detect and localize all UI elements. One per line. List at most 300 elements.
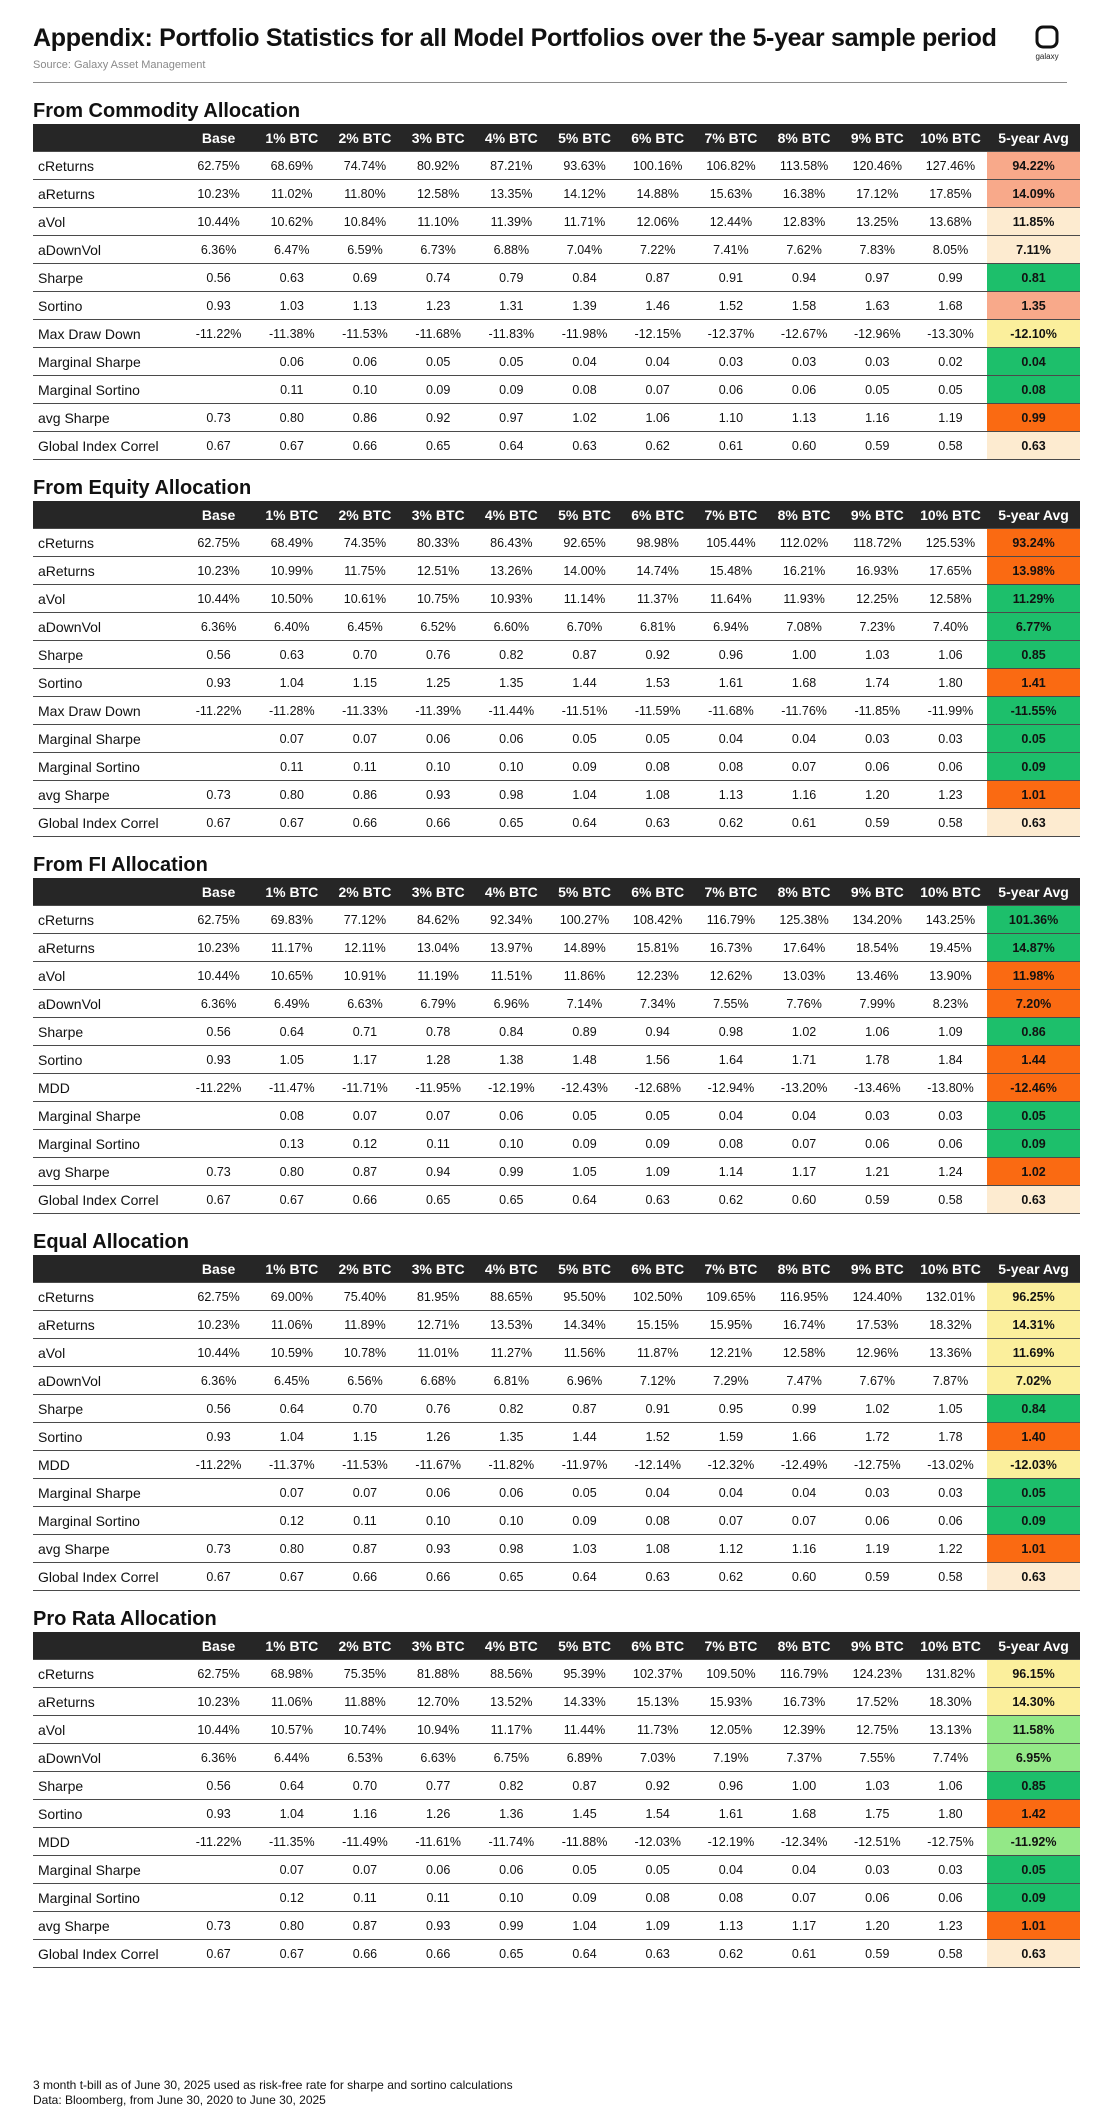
value-cell: 0.65 (475, 1940, 548, 1968)
allocation-section (33, 1230, 1067, 1591)
value-cell: 1.00 (768, 1772, 841, 1800)
five-year-avg-cell: 0.85 (987, 1772, 1080, 1800)
row-label: avg Sharpe (33, 1158, 182, 1186)
value-cell: 0.97 (475, 404, 548, 432)
value-cell: 0.06 (402, 1856, 475, 1884)
stats-table (33, 124, 1080, 460)
value-cell: 1.52 (694, 292, 767, 320)
value-cell: 12.58% (402, 180, 475, 208)
row-label: cReturns (33, 529, 182, 557)
value-cell: 0.80 (255, 1158, 328, 1186)
five-year-avg-cell: 0.63 (987, 432, 1080, 460)
row-label: aDownVol (33, 990, 182, 1018)
value-cell: -11.37% (255, 1451, 328, 1479)
row-label: Marginal Sharpe (33, 348, 182, 376)
value-cell: 11.14% (548, 585, 621, 613)
value-cell: 0.07 (328, 725, 401, 753)
value-cell: 1.13 (768, 404, 841, 432)
value-cell: 0.03 (841, 1479, 914, 1507)
value-cell (182, 1479, 255, 1507)
section-title: From Equity Allocation (33, 477, 252, 499)
value-cell: 0.66 (402, 1940, 475, 1968)
value-cell: 0.87 (621, 264, 694, 292)
sections-container (33, 99, 1067, 1968)
value-cell: 11.51% (475, 962, 548, 990)
value-cell: 1.09 (621, 1158, 694, 1186)
table-row (33, 1102, 1080, 1130)
value-cell: 12.75% (841, 1716, 914, 1744)
five-year-avg-cell: 0.09 (987, 753, 1080, 781)
value-cell: 0.06 (841, 1507, 914, 1535)
value-cell: 69.83% (255, 906, 328, 934)
value-cell: 105.44% (694, 529, 767, 557)
five-year-avg-cell: 14.31% (987, 1311, 1080, 1339)
value-cell: 0.11 (402, 1130, 475, 1158)
five-year-avg-cell: 11.29% (987, 585, 1080, 613)
value-cell: 18.30% (914, 1688, 987, 1716)
value-cell: -13.80% (914, 1074, 987, 1102)
value-cell: 12.06% (621, 208, 694, 236)
value-cell: 1.23 (402, 292, 475, 320)
value-cell: 7.19% (694, 1744, 767, 1772)
value-cell: -11.35% (255, 1828, 328, 1856)
value-cell: 1.12 (694, 1535, 767, 1563)
five-year-avg-cell: 0.85 (987, 641, 1080, 669)
value-cell: 0.67 (182, 1940, 255, 1968)
value-cell: -11.51% (548, 697, 621, 725)
row-label: Sharpe (33, 264, 182, 292)
value-cell: 1.21 (841, 1158, 914, 1186)
value-cell: 18.54% (841, 934, 914, 962)
row-label: avg Sharpe (33, 781, 182, 809)
value-cell: 0.60 (768, 1186, 841, 1214)
value-cell: 0.60 (768, 432, 841, 460)
table-row (33, 1716, 1080, 1744)
value-cell: 0.56 (182, 1772, 255, 1800)
value-cell: 0.99 (768, 1395, 841, 1423)
table-row (33, 320, 1080, 348)
value-cell: 13.04% (402, 934, 475, 962)
table-row (33, 1186, 1080, 1214)
footer-note-riskfree: 3 month t-bill as of June 30, 2025 used as risk-free rate for sharpe and sortino calculations (33, 2078, 513, 2092)
value-cell: 0.06 (914, 1884, 987, 1912)
value-cell: 0.03 (841, 725, 914, 753)
row-label: aReturns (33, 180, 182, 208)
value-cell: 74.74% (328, 152, 401, 180)
table-row (33, 1744, 1080, 1772)
column-header: 4% BTC (475, 124, 548, 152)
value-cell: 0.73 (182, 404, 255, 432)
value-cell: 0.06 (768, 376, 841, 404)
value-cell: 0.59 (841, 1186, 914, 1214)
value-cell: 7.34% (621, 990, 694, 1018)
five-year-avg-cell: -11.92% (987, 1828, 1080, 1856)
table-row (33, 990, 1080, 1018)
value-cell: 0.08 (621, 753, 694, 781)
table-row (33, 1772, 1080, 1800)
value-cell: 0.05 (914, 376, 987, 404)
table-row (33, 934, 1080, 962)
five-year-avg-cell: 0.86 (987, 1018, 1080, 1046)
value-cell: 7.41% (694, 236, 767, 264)
value-cell: 10.62% (255, 208, 328, 236)
value-cell: 16.74% (768, 1311, 841, 1339)
row-label: avg Sharpe (33, 1535, 182, 1563)
value-cell: 0.06 (475, 1479, 548, 1507)
five-year-avg-cell: 0.05 (987, 725, 1080, 753)
column-header: 7% BTC (694, 501, 767, 529)
value-cell: 0.70 (328, 1772, 401, 1800)
value-cell: 6.63% (328, 990, 401, 1018)
value-cell: -11.82% (475, 1451, 548, 1479)
value-cell: 0.63 (548, 432, 621, 460)
five-year-avg-cell: 96.15% (987, 1660, 1080, 1688)
column-header: 9% BTC (841, 1255, 914, 1283)
row-label: aVol (33, 1339, 182, 1367)
value-cell: 0.03 (914, 1102, 987, 1130)
value-cell: 7.76% (768, 990, 841, 1018)
value-cell: 0.03 (841, 348, 914, 376)
value-cell: 6.45% (255, 1367, 328, 1395)
value-cell: 0.80 (255, 1912, 328, 1940)
value-cell: 116.95% (768, 1283, 841, 1311)
value-cell: 0.58 (914, 1940, 987, 1968)
value-cell: -12.34% (768, 1828, 841, 1856)
value-cell: 6.96% (548, 1367, 621, 1395)
row-label: Sharpe (33, 641, 182, 669)
value-cell: 0.05 (621, 1856, 694, 1884)
value-cell: 0.09 (548, 1884, 621, 1912)
value-cell: 6.52% (402, 613, 475, 641)
row-label: Global Index Correl (33, 1186, 182, 1214)
column-header: 1% BTC (255, 501, 328, 529)
value-cell: 0.11 (255, 376, 328, 404)
value-cell: 102.37% (621, 1660, 694, 1688)
table-row (33, 1046, 1080, 1074)
value-cell: 7.74% (914, 1744, 987, 1772)
row-label: avg Sharpe (33, 1912, 182, 1940)
value-cell: 1.54 (621, 1800, 694, 1828)
column-header: 2% BTC (328, 124, 401, 152)
value-cell: 17.12% (841, 180, 914, 208)
value-cell: 0.11 (328, 753, 401, 781)
value-cell: 0.94 (402, 1158, 475, 1186)
value-cell (182, 348, 255, 376)
value-cell: 1.23 (914, 781, 987, 809)
value-cell: -12.67% (768, 320, 841, 348)
value-cell: 10.23% (182, 1311, 255, 1339)
five-year-avg-cell: 0.81 (987, 264, 1080, 292)
value-cell: 0.10 (328, 376, 401, 404)
value-cell: 0.98 (475, 781, 548, 809)
value-cell: 0.59 (841, 809, 914, 837)
allocation-section (33, 99, 1067, 460)
value-cell: 0.78 (402, 1018, 475, 1046)
value-cell: 1.26 (402, 1423, 475, 1451)
value-cell: 0.66 (402, 1563, 475, 1591)
table-row (33, 1283, 1080, 1311)
value-cell: 13.53% (475, 1311, 548, 1339)
value-cell: 1.05 (548, 1158, 621, 1186)
value-cell: -12.32% (694, 1451, 767, 1479)
value-cell: 0.06 (914, 1130, 987, 1158)
table-row (33, 152, 1080, 180)
value-cell: 10.61% (328, 585, 401, 613)
value-cell: 7.83% (841, 236, 914, 264)
value-cell: 14.12% (548, 180, 621, 208)
value-cell: 120.46% (841, 152, 914, 180)
section-title: Equal Allocation (33, 1231, 189, 1253)
value-cell: 1.78 (914, 1423, 987, 1451)
value-cell: 0.91 (621, 1395, 694, 1423)
page (33, 22, 1067, 1968)
value-cell: 0.02 (914, 348, 987, 376)
value-cell: -11.53% (328, 1451, 401, 1479)
value-cell: 0.58 (914, 1186, 987, 1214)
value-cell: 0.77 (402, 1772, 475, 1800)
value-cell: 8.05% (914, 236, 987, 264)
value-cell: 6.94% (694, 613, 767, 641)
column-header: 5% BTC (548, 124, 621, 152)
value-cell: 1.10 (694, 404, 767, 432)
table-row (33, 529, 1080, 557)
table-row (33, 376, 1080, 404)
galaxy-logo-icon (1034, 24, 1060, 50)
value-cell: 10.65% (255, 962, 328, 990)
table-row (33, 1074, 1080, 1102)
value-cell: 0.86 (328, 404, 401, 432)
value-cell: 7.47% (768, 1367, 841, 1395)
value-cell: 0.05 (548, 1856, 621, 1884)
value-cell: 0.05 (475, 348, 548, 376)
row-label: Marginal Sharpe (33, 1856, 182, 1884)
value-cell: 112.02% (768, 529, 841, 557)
value-cell: 7.04% (548, 236, 621, 264)
row-label: Max Draw Down (33, 320, 182, 348)
value-cell: -11.47% (255, 1074, 328, 1102)
value-cell: 0.04 (768, 1102, 841, 1130)
value-cell: 1.84 (914, 1046, 987, 1074)
value-cell: 1.13 (694, 1912, 767, 1940)
value-cell: 0.06 (914, 1507, 987, 1535)
value-cell: 14.34% (548, 1311, 621, 1339)
value-cell: 13.13% (914, 1716, 987, 1744)
value-cell: 1.06 (841, 1018, 914, 1046)
table-row (33, 1311, 1080, 1339)
table-row (33, 906, 1080, 934)
value-cell: 88.65% (475, 1283, 548, 1311)
value-cell: 0.10 (475, 1507, 548, 1535)
value-cell: 0.67 (255, 432, 328, 460)
value-cell: 0.66 (328, 809, 401, 837)
five-year-avg-cell: 0.63 (987, 1186, 1080, 1214)
value-cell: 0.09 (475, 376, 548, 404)
value-cell: 12.44% (694, 208, 767, 236)
value-cell: 1.46 (621, 292, 694, 320)
value-cell: 0.04 (768, 1479, 841, 1507)
value-cell: 11.06% (255, 1311, 328, 1339)
five-year-avg-cell: 1.02 (987, 1158, 1080, 1186)
value-cell: 0.08 (694, 1884, 767, 1912)
value-cell: 6.36% (182, 1367, 255, 1395)
value-cell: 0.62 (694, 1186, 767, 1214)
value-cell: 1.02 (548, 404, 621, 432)
value-cell: 7.55% (694, 990, 767, 1018)
value-cell: 0.92 (402, 404, 475, 432)
section-title: From Commodity Allocation (33, 100, 301, 122)
value-cell: 6.60% (475, 613, 548, 641)
value-cell: -11.33% (328, 697, 401, 725)
table-row (33, 180, 1080, 208)
value-cell: 1.61 (694, 669, 767, 697)
row-label: Marginal Sharpe (33, 725, 182, 753)
value-cell: -12.75% (841, 1451, 914, 1479)
column-header: 6% BTC (621, 878, 694, 906)
value-cell: 7.14% (548, 990, 621, 1018)
column-header: 1% BTC (255, 878, 328, 906)
value-cell: 12.11% (328, 934, 401, 962)
value-cell: 0.61 (768, 809, 841, 837)
value-cell: 0.84 (475, 1018, 548, 1046)
value-cell: 16.93% (841, 557, 914, 585)
column-header: 8% BTC (768, 124, 841, 152)
value-cell: 0.07 (694, 1507, 767, 1535)
value-cell: 18.32% (914, 1311, 987, 1339)
value-cell: 0.07 (328, 1102, 401, 1130)
value-cell: 10.44% (182, 208, 255, 236)
value-cell: 0.07 (328, 1856, 401, 1884)
value-cell: 1.16 (768, 781, 841, 809)
value-cell: 7.37% (768, 1744, 841, 1772)
allocation-section (33, 1607, 1067, 1968)
value-cell: 1.68 (768, 669, 841, 697)
value-cell: 10.23% (182, 1688, 255, 1716)
value-cell: 12.62% (694, 962, 767, 990)
column-header: Base (182, 1632, 255, 1660)
value-cell: 1.22 (914, 1535, 987, 1563)
table-row (33, 753, 1080, 781)
table-row (33, 1451, 1080, 1479)
table-row (33, 1535, 1080, 1563)
table-row (33, 962, 1080, 990)
value-cell: 1.20 (841, 1912, 914, 1940)
value-cell: 12.21% (694, 1339, 767, 1367)
value-cell: 0.04 (768, 1856, 841, 1884)
value-cell: 0.05 (548, 1479, 621, 1507)
value-cell: 11.17% (255, 934, 328, 962)
value-cell: 7.62% (768, 236, 841, 264)
value-cell: 6.36% (182, 1744, 255, 1772)
value-cell: 68.98% (255, 1660, 328, 1688)
value-cell: 0.07 (255, 1856, 328, 1884)
value-cell: 0.93 (182, 292, 255, 320)
column-header: 6% BTC (621, 501, 694, 529)
footer-note-data-source: Data: Bloomberg, from June 30, 2020 to June 30, 2025 (33, 2093, 326, 2107)
value-cell: 80.33% (402, 529, 475, 557)
footer-notes (33, 2078, 513, 2108)
value-cell: 88.56% (475, 1660, 548, 1688)
value-cell (182, 1102, 255, 1130)
value-cell: 0.87 (328, 1158, 401, 1186)
value-cell: 0.64 (548, 1186, 621, 1214)
value-cell: 0.06 (402, 725, 475, 753)
value-cell: -12.96% (841, 320, 914, 348)
value-cell: 15.93% (694, 1688, 767, 1716)
value-cell: 1.16 (328, 1800, 401, 1828)
table-row (33, 1507, 1080, 1535)
row-label: aVol (33, 962, 182, 990)
value-cell: 0.64 (548, 1940, 621, 1968)
value-cell: 1.08 (621, 1535, 694, 1563)
value-cell: 12.70% (402, 1688, 475, 1716)
stats-table (33, 501, 1080, 837)
value-cell: 0.12 (328, 1130, 401, 1158)
value-cell: 0.11 (328, 1884, 401, 1912)
value-cell: 95.50% (548, 1283, 621, 1311)
value-cell: -11.53% (328, 320, 401, 348)
value-cell: 11.10% (402, 208, 475, 236)
value-cell: 16.73% (694, 934, 767, 962)
table-row (33, 1912, 1080, 1940)
value-cell: 75.35% (328, 1660, 401, 1688)
value-cell: -11.88% (548, 1828, 621, 1856)
value-cell: 0.66 (328, 1186, 401, 1214)
value-cell: 17.85% (914, 180, 987, 208)
value-cell: 0.89 (548, 1018, 621, 1046)
table-row (33, 809, 1080, 837)
value-cell: 10.99% (255, 557, 328, 585)
value-cell: 1.75 (841, 1800, 914, 1828)
value-cell: 1.04 (548, 1912, 621, 1940)
value-cell: 1.38 (475, 1046, 548, 1074)
value-cell: 1.26 (402, 1800, 475, 1828)
column-header: 5-year Avg (987, 501, 1080, 529)
value-cell: 15.13% (621, 1688, 694, 1716)
five-year-avg-cell: 11.98% (987, 962, 1080, 990)
value-cell (182, 1130, 255, 1158)
value-cell: 14.33% (548, 1688, 621, 1716)
value-cell: 11.80% (328, 180, 401, 208)
row-label: Sharpe (33, 1772, 182, 1800)
value-cell: 0.04 (621, 348, 694, 376)
value-cell: 11.19% (402, 962, 475, 990)
value-cell: 0.61 (694, 432, 767, 460)
row-label: cReturns (33, 906, 182, 934)
column-header: 1% BTC (255, 124, 328, 152)
value-cell: 125.38% (768, 906, 841, 934)
row-label: aVol (33, 1716, 182, 1744)
value-cell: 14.00% (548, 557, 621, 585)
value-cell: 0.66 (328, 1563, 401, 1591)
value-cell: 1.17 (768, 1912, 841, 1940)
header-blank-cell (33, 501, 182, 529)
value-cell: 6.45% (328, 613, 401, 641)
value-cell: 0.65 (475, 809, 548, 837)
value-cell: 1.31 (475, 292, 548, 320)
value-cell: 11.44% (548, 1716, 621, 1744)
logo-wordmark: galaxy (1035, 52, 1059, 61)
column-header: Base (182, 501, 255, 529)
value-cell: 0.04 (548, 348, 621, 376)
value-cell: 1.03 (255, 292, 328, 320)
column-header: 10% BTC (914, 1255, 987, 1283)
value-cell: 1.02 (768, 1018, 841, 1046)
value-cell: 0.80 (255, 404, 328, 432)
value-cell: 14.89% (548, 934, 621, 962)
column-header: 7% BTC (694, 124, 767, 152)
value-cell: 17.64% (768, 934, 841, 962)
value-cell: 10.44% (182, 1339, 255, 1367)
